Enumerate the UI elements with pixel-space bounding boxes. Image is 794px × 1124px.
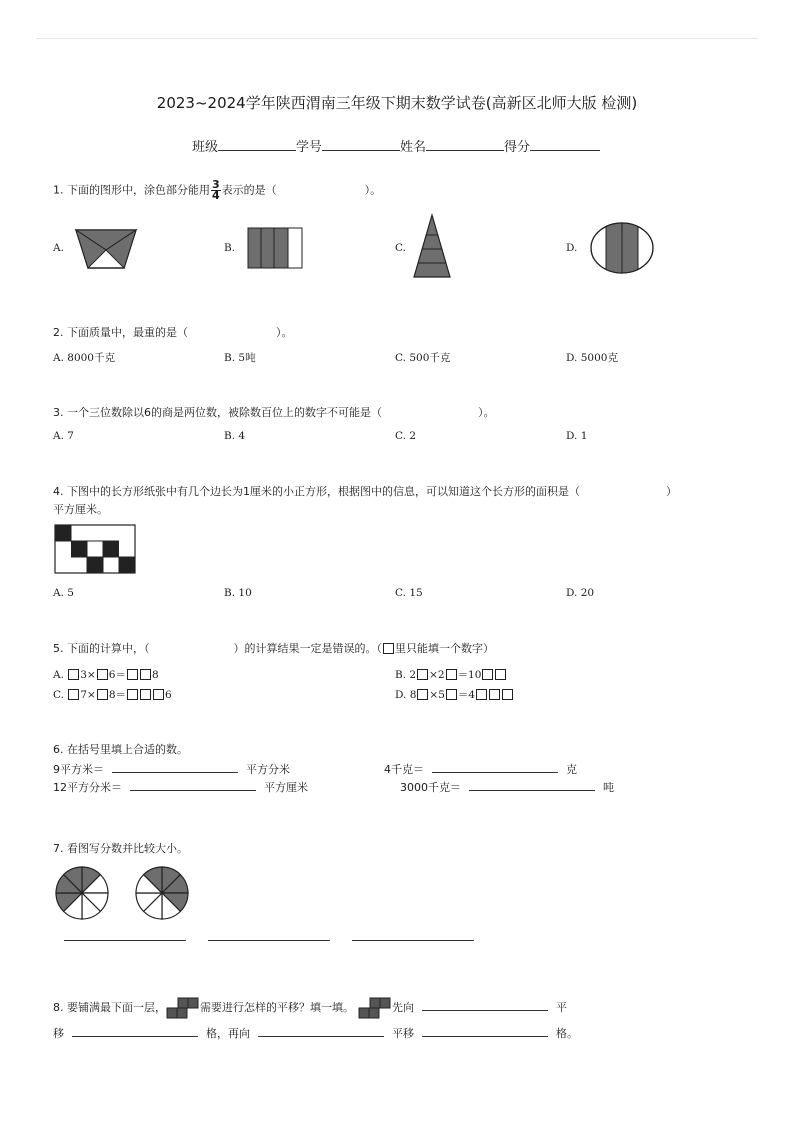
q5-option-b[interactable] <box>395 667 507 682</box>
expr-part: 6 <box>165 689 172 701</box>
option-label: D. 8 <box>395 689 417 701</box>
q8-text3: 先向 <box>392 1001 414 1014</box>
expr-part: 8 <box>151 669 159 681</box>
tetromino-shape-icon <box>166 997 200 1019</box>
digit-box[interactable] <box>153 689 164 700</box>
q1-option-c-label[interactable]: C. <box>395 242 406 254</box>
page-top-rule <box>36 38 758 39</box>
q4-text: 4. 下图中的长方形纸张中有几个边长为1厘米的小正方形，根据图中的信息，可以知道这个长方形的面积是（ <box>53 485 580 498</box>
q4-option-b[interactable]: B. 10 <box>224 587 252 599</box>
fraction-3-4 <box>211 180 221 201</box>
digit-box[interactable] <box>495 669 506 680</box>
page-title: 2023~2024学年陕西渭南三年级下期末数学试卷(高新区北师大版 检测) <box>156 94 638 112</box>
q1-text: 1. 下面的图形中，涂色部分能用 <box>53 183 210 197</box>
q6-row2-right <box>400 778 614 795</box>
tetromino-shape-icon <box>358 997 392 1019</box>
q8-blank-3[interactable] <box>258 1024 384 1037</box>
option-label: C. <box>53 689 64 701</box>
q7-answer-line-3[interactable] <box>352 940 474 941</box>
q6-row2-left <box>53 778 308 795</box>
q5-option-a[interactable] <box>53 667 159 682</box>
expr-part: ×5 <box>429 689 445 701</box>
q8-blank-2[interactable] <box>72 1024 198 1037</box>
question-1 <box>53 180 381 201</box>
q6-r2-blank[interactable] <box>130 778 256 791</box>
class-blank[interactable] <box>218 138 296 151</box>
q1-option-a-label[interactable]: A. <box>53 242 64 254</box>
score-blank[interactable] <box>530 138 600 151</box>
q8-line2 <box>53 1024 578 1041</box>
q5-text2: ）的计算结果一定是错误的。（ <box>233 642 382 655</box>
q3-option-d[interactable]: D. 1 <box>566 430 588 442</box>
expr-part: 7× <box>80 689 96 701</box>
digit-box[interactable] <box>482 669 493 680</box>
question-3 <box>53 404 495 420</box>
question-6: 6. 在括号里填上合适的数。 <box>53 743 188 756</box>
q6-r1-label: 9平方米＝ <box>53 763 104 776</box>
digit-box[interactable] <box>140 669 151 680</box>
q3-option-a[interactable]: A. 7 <box>53 430 74 442</box>
q1-figure-c-triangle <box>412 215 452 277</box>
q8-text1: 8. 要铺满最下面一层， <box>53 1001 166 1014</box>
q2-option-b[interactable]: B. 5吨 <box>224 352 256 364</box>
q3-end: ）。 <box>478 406 495 419</box>
q5-option-c[interactable] <box>53 687 172 702</box>
q8-text7: 平移 <box>392 1027 414 1040</box>
q6-r1c-label: 4千克＝ <box>384 763 424 776</box>
number-label: 学号 <box>296 140 323 155</box>
fraction-denominator: 4 <box>212 189 220 202</box>
digit-box[interactable] <box>502 689 513 700</box>
name-blank[interactable] <box>426 138 504 151</box>
q4-line2: 平方厘米。 <box>53 503 108 516</box>
digit-box[interactable] <box>127 689 138 700</box>
expr-part: ＝4 <box>457 689 476 701</box>
name-label: 姓名 <box>400 140 427 155</box>
digit-box[interactable] <box>97 689 108 700</box>
question-4 <box>53 483 677 499</box>
q3-text: 3. 一个三位数除以6的商是两位数，被除数百位上的数字不可能是（ <box>53 406 382 419</box>
digit-box[interactable] <box>68 689 79 700</box>
q3-option-b[interactable]: B. 4 <box>224 430 246 442</box>
digit-box[interactable] <box>97 669 108 680</box>
q2-option-d[interactable]: D. 5000克 <box>566 352 618 364</box>
expr-part: 8＝ <box>108 689 127 701</box>
q2-end: ）。 <box>276 326 293 339</box>
q7-answer-line-2[interactable] <box>208 940 330 941</box>
q4-figure-paper-grid <box>55 525 137 575</box>
q6-r2c-label: 3000千克＝ <box>400 781 461 794</box>
digit-box[interactable] <box>68 669 79 680</box>
expr-part: 3× <box>80 669 96 681</box>
q6-r2c-blank[interactable] <box>469 778 595 791</box>
q1-option-d-label[interactable]: D. <box>566 242 578 254</box>
q4-option-a[interactable]: A. 5 <box>53 587 74 599</box>
blank-square-icon <box>383 643 394 654</box>
q8-text6: 格，再向 <box>206 1027 250 1040</box>
expr-part: 6＝ <box>108 669 126 681</box>
q8-blank-4[interactable] <box>422 1024 548 1037</box>
q6-row1-left <box>53 760 290 777</box>
fraction-numerator: 3 <box>212 178 220 191</box>
q4-option-c[interactable]: C. 15 <box>395 587 423 599</box>
student-info-row <box>192 136 600 155</box>
number-blank[interactable] <box>322 138 400 151</box>
q6-r1c-blank[interactable] <box>432 760 558 773</box>
q6-r1-unit: 平方分米 <box>246 763 290 776</box>
question-5 <box>53 640 494 656</box>
digit-box[interactable] <box>417 669 428 680</box>
option-label: A. <box>53 669 64 681</box>
digit-box[interactable] <box>140 689 151 700</box>
q8-blank-1[interactable] <box>422 998 548 1011</box>
question-2 <box>53 324 293 340</box>
option-label: B. 2 <box>395 669 417 681</box>
question-8 <box>53 997 567 1019</box>
q6-r1c-unit: 克 <box>566 763 577 776</box>
q7-circle-2 <box>134 865 190 921</box>
q3-option-c[interactable]: C. 2 <box>395 430 417 442</box>
digit-box[interactable] <box>446 669 457 680</box>
digit-box[interactable] <box>446 689 457 700</box>
expr-part: ×2 <box>429 669 445 681</box>
q8-text4: 平 <box>556 1001 567 1014</box>
q2-option-a[interactable]: A. 8000千克 <box>53 352 115 364</box>
q1-suffix: 表示的是（ <box>221 183 277 197</box>
q8-text8: 格。 <box>556 1027 578 1040</box>
q4-option-d[interactable]: D. 20 <box>566 587 595 599</box>
question-7: 7. 看图写分数并比较大小。 <box>53 842 188 855</box>
digit-box[interactable] <box>476 689 487 700</box>
expr-part: ＝10 <box>457 669 482 681</box>
digit-box[interactable] <box>489 689 500 700</box>
q6-row1-right <box>384 760 577 777</box>
q8-text2: 需要进行怎样的平移？填一填。 <box>200 1001 354 1014</box>
q6-r1-blank[interactable] <box>112 760 238 773</box>
q6-r2-unit: 平方厘米 <box>264 781 308 794</box>
q6-r2-label: 12平方分米＝ <box>53 781 122 794</box>
q7-circle-1 <box>54 865 110 921</box>
q1-option-b-label[interactable]: B. <box>224 242 236 254</box>
q4-end: ） <box>666 485 677 498</box>
q5-text3: 里只能填一个数字） <box>395 642 494 655</box>
score-label: 得分 <box>504 140 531 155</box>
digit-box[interactable] <box>127 669 138 680</box>
q7-answer-line-1[interactable] <box>64 940 186 941</box>
q5-text1: 5. 下面的计算中，（ <box>53 642 150 655</box>
q1-figure-a-trapezoid <box>76 228 136 270</box>
q2-text: 2. 下面质量中，最重的是（ <box>53 326 188 339</box>
q1-end: ）。 <box>364 183 382 197</box>
q2-option-c[interactable]: C. 500千克 <box>395 352 451 364</box>
q8-text5: 移 <box>53 1027 64 1040</box>
q5-option-d[interactable] <box>395 687 514 702</box>
q1-figure-d-ellipse <box>590 222 654 274</box>
q1-figure-b-rectangle <box>248 228 302 268</box>
digit-box[interactable] <box>417 689 428 700</box>
q6-r2c-unit: 吨 <box>603 781 614 794</box>
class-label: 班级 <box>192 140 219 155</box>
